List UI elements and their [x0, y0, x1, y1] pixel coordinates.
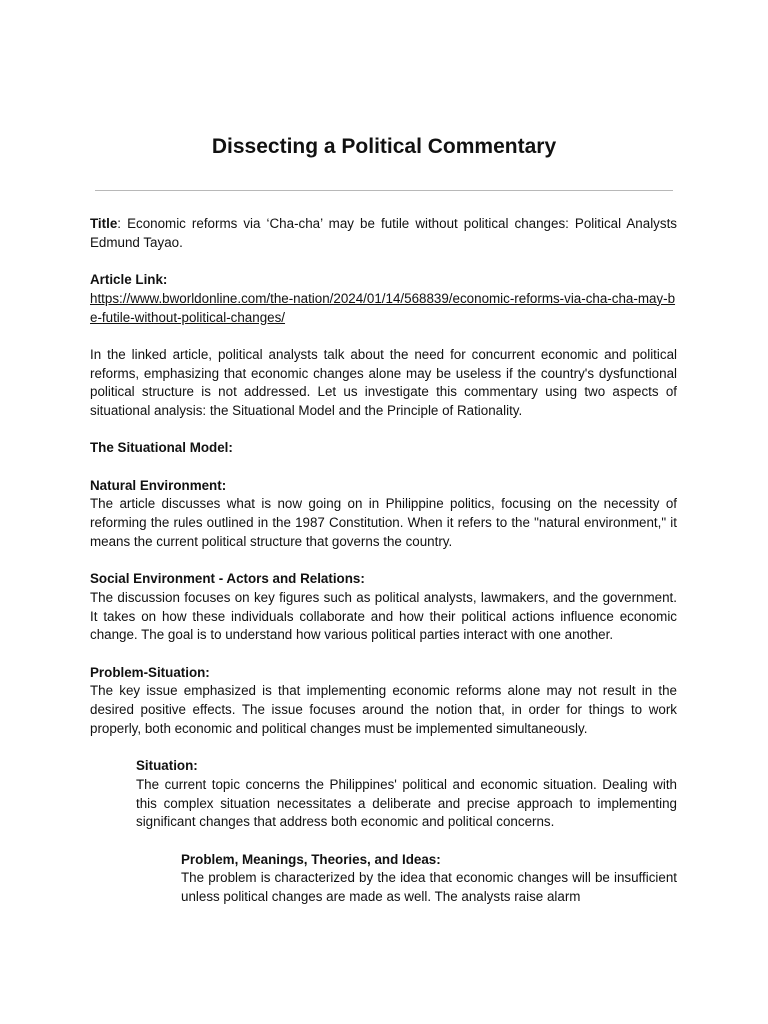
document-body: [90, 215, 677, 907]
problem-meanings-text: The problem is characterized by the idea that economic changes will be insufficient unless political changes are made as well. The analysts raise alarm: [181, 870, 677, 905]
situation-heading: Situation:: [136, 758, 198, 774]
natural-environment-heading: Natural Environment:: [90, 477, 227, 493]
document-title: Dissecting a Political Commentary: [211, 135, 557, 158]
intro-paragraph: In the linked article, political analysts talk about the need for concurrent economic and political reforms, emphasizing that economic changes alone may be useless if the country's dysfunctional political structure is not addressed. Let us investigate this commentary using two aspects of situational analysis: the Situational Model and the Principle of Rationality.: [90, 346, 677, 418]
article-link-label: Article Link:: [90, 272, 168, 288]
title-label: Title: [90, 216, 118, 231]
problem-situation-heading: Problem-Situation:: [90, 664, 210, 680]
title-text: : Economic reforms via ‘Cha-cha’ may be futile without political changes: Political Analysts Edmund Tayao.: [90, 216, 677, 250]
article-link[interactable]: https://www.bworldonline.com/the-nation/2024/01/14/568839/economic-reforms-via-cha-cha-may-be-futile-without-political-changes/: [90, 290, 676, 325]
horizontal-rule: [95, 190, 673, 191]
social-environment-heading: Social Environment - Actors and Relations:: [90, 571, 365, 587]
social-environment-text: The discussion focuses on key figures such as political analysts, lawmakers, and the government. It takes on how these individuals collaborate and how their political actions influence economic change. The goal is to understand how various political parties interact with one another.: [90, 589, 677, 643]
natural-environment-text: The article discusses what is now going on in Philippine politics, focusing on the necessity of reforming the rules outlined in the 1987 Constitution. When it refers to the "natural environment," it means the current political structure that governs the country.: [90, 496, 677, 549]
situation-text: The current topic concerns the Philippines' political and economic situation. Dealing with this complex situation necessitates a deliberate and precise approach to implementing significant changes that address both economic and political concerns.: [136, 776, 677, 830]
problem-situation-text: The key issue emphasized is that implementing economic reforms alone may not result in the desired positive effects. The issue focuses around the notion that, in order for things to work properly, both economic and political changes must be implemented simultaneously.: [90, 683, 677, 736]
problem-meanings-heading: Problem, Meanings, Theories, and Ideas:: [181, 851, 441, 867]
article-title-line: [90, 215, 677, 252]
situational-model-heading: The Situational Model:: [90, 440, 233, 456]
